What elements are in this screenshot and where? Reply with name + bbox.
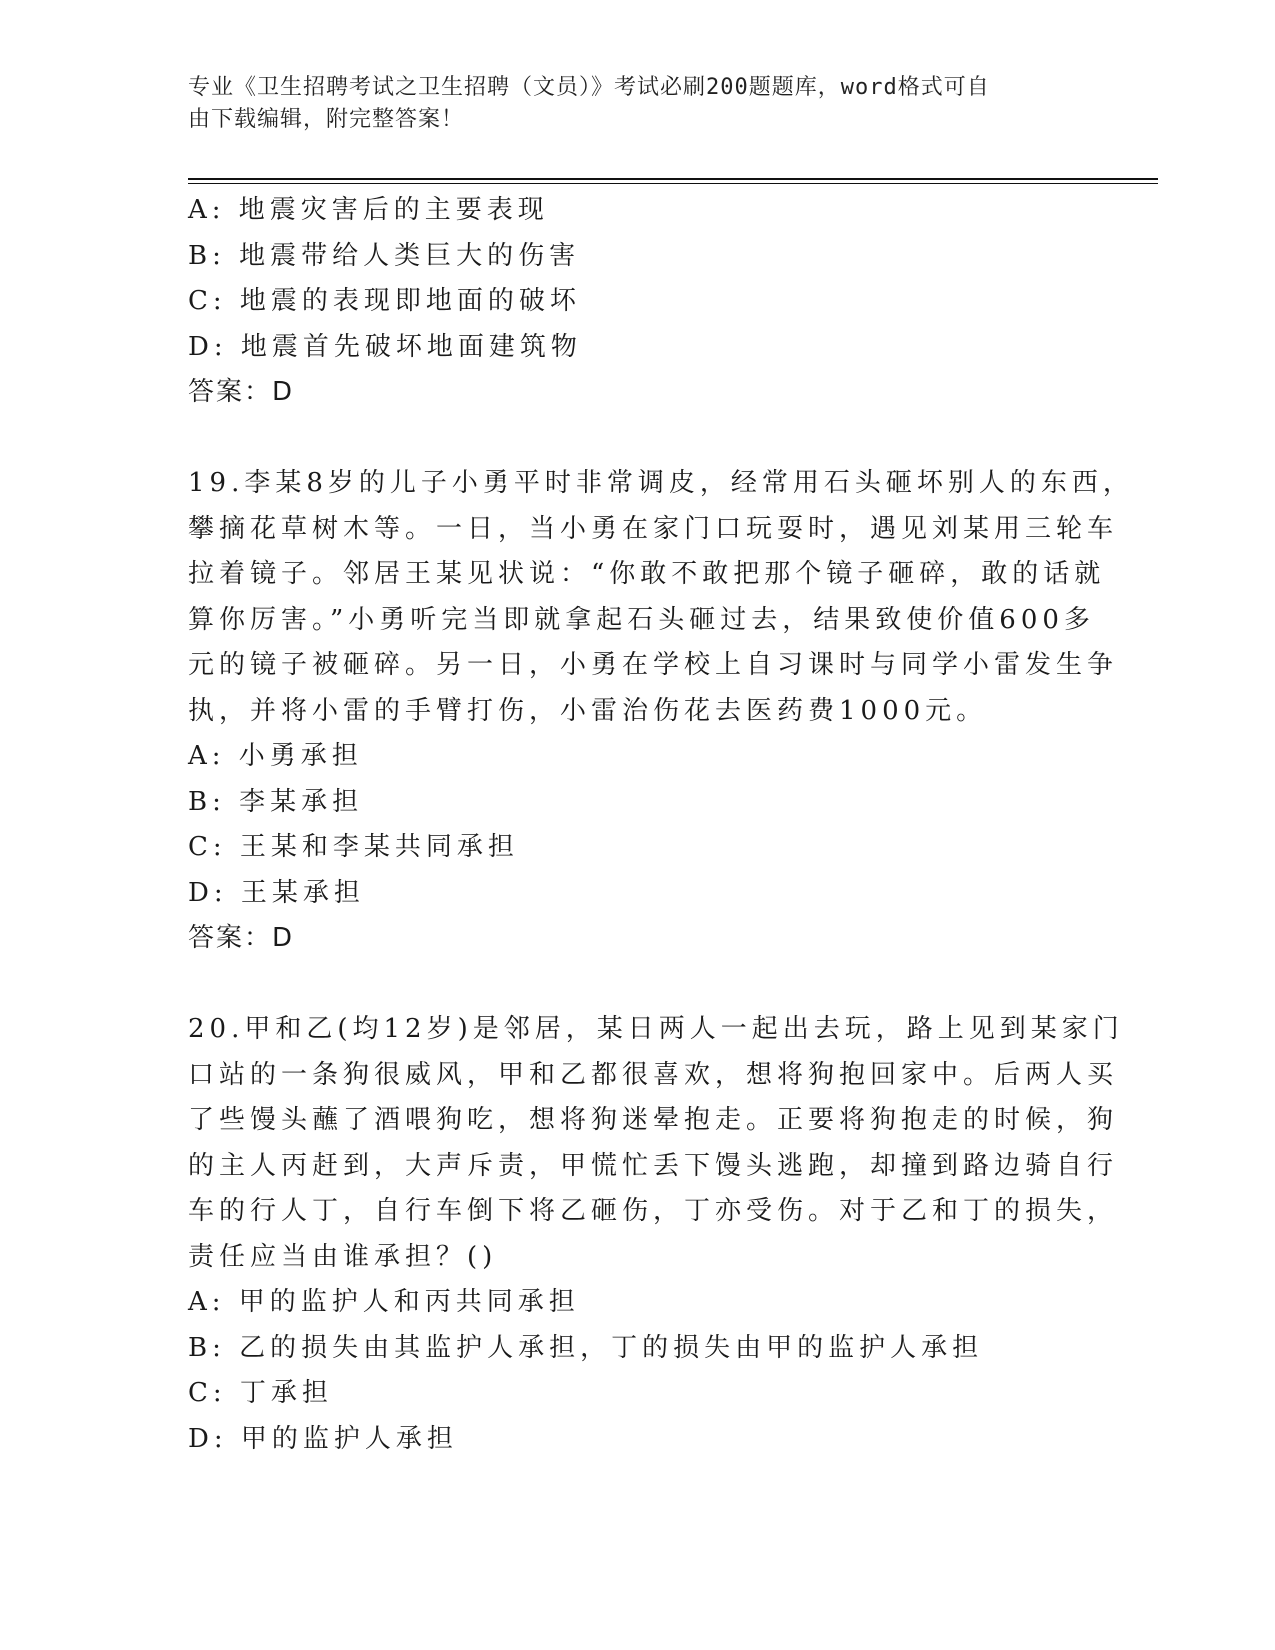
document-body: [188, 188, 1134, 1462]
question-text-line: 20.甲和乙(均12岁)是邻居，某日两人一起出去玩，路上见到某家门: [188, 1014, 1124, 1044]
question-text-line: 算你厉害。”小勇听完当即就拿起石头砸过去，结果致使价值600多: [188, 604, 1095, 635]
question-text-line: 19.李某8岁的儿子小勇平时非常调皮，经常用石头砸坏别人的东西，: [188, 468, 1134, 498]
option-c: C: 王某和李某共同承担: [188, 832, 519, 862]
option-b: B: 乙的损失由其监护人承担，丁的损失由甲的监护人承担: [188, 1332, 984, 1363]
question-text-line: 拉着镜子。邻居王某见状说：“你敢不敢把那个镜子砸碎，敢的话就: [188, 559, 1106, 589]
question-text-line: 车的行人丁，自行车倒下将乙砸伤，丁亦受伤。对于乙和丁的损失，: [188, 1196, 1119, 1226]
question-text-line: 的主人丙赶到，大声斥责，甲慌忙丢下馒头逃跑，却撞到路边骑自行: [188, 1150, 1119, 1181]
header-line-1: 专业《卫生招聘考试之卫生招聘（文员）》考试必刷200题题库，word格式可自: [188, 75, 990, 100]
option-c: C: 丁承担: [188, 1378, 333, 1408]
question-20: [188, 1007, 1124, 1462]
header-line-2: 由下载编辑，附完整答案！: [188, 107, 465, 132]
document-header: [188, 72, 1068, 136]
option-a: A: 甲的监护人和丙共同承担: [188, 1287, 580, 1317]
option-b: B: 李某承担: [188, 786, 364, 817]
question-text-line: 元的镜子被砸碎。另一日，小勇在学校上自习课时与同学小雷发生争: [188, 650, 1119, 680]
answer: 答案：D: [188, 923, 295, 953]
option-d: D: 甲的监护人承担: [188, 1423, 458, 1454]
question-text-line: 口站的一条狗很威风，甲和乙都很喜欢，想将狗抱回家中。后两人买: [188, 1059, 1119, 1090]
question-text-line: 执，并将小雷的手臂打伤，小雷治伤花去医药费1000元。: [188, 695, 988, 726]
question-text-line: 攀摘花草树木等。一日，当小勇在家门口玩耍时，遇见刘某用三轮车: [188, 513, 1119, 544]
option-c: C: 地震的表现即地面的破坏: [188, 286, 581, 316]
option-b: B: 地震带给人类巨大的伤害: [188, 240, 581, 271]
question-text-line: 责任应当由谁承担？(): [188, 1241, 498, 1272]
header-divider-thin: [188, 183, 1158, 184]
answer: 答案：D: [188, 377, 295, 407]
spacer: [188, 416, 1068, 462]
option-d: D: 地震首先破坏地面建筑物: [188, 331, 582, 362]
option-a: A: 地震灾害后的主要表现: [188, 195, 549, 225]
header-divider-thick: [188, 178, 1158, 180]
option-d: D: 王某承担: [188, 877, 365, 908]
question-19: [188, 461, 1134, 962]
spacer: [188, 962, 1068, 1008]
question-18: [188, 188, 1068, 416]
option-a: A: 小勇承担: [188, 741, 363, 771]
question-text-line: 了些馒头蘸了酒喂狗吃，想将狗迷晕抱走。正要将狗抱走的时候，狗: [188, 1105, 1119, 1135]
